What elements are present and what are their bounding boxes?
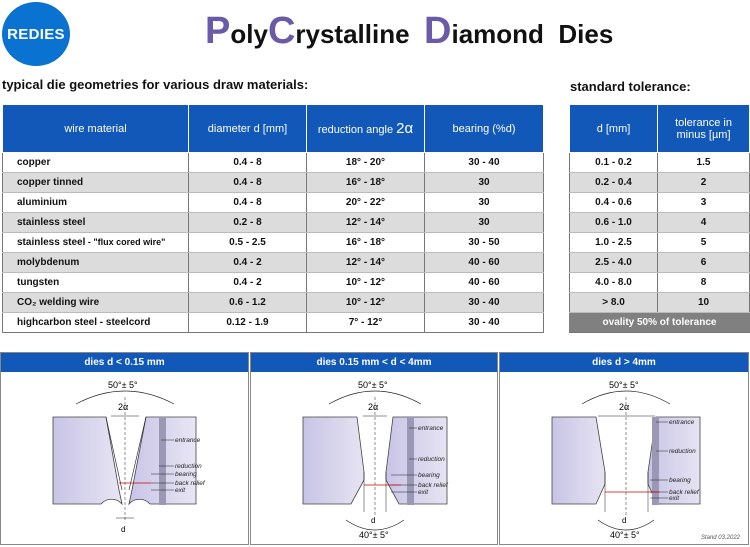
cell-diameter: 0.4 - 8 [189,173,307,193]
page-title [205,10,613,53]
bottom-angle-text: 40°± 5° [610,530,640,540]
ovality-note: ovality 50% of tolerance [570,313,750,333]
title-part-oly: oly [230,19,268,49]
panel-title: dies d < 0.15 mm [1,353,248,372]
cell-d: 4.0 - 8.0 [570,273,658,293]
material-name: copper [17,157,51,168]
cell-angle: 16° - 18° [307,233,425,253]
cell-angle: 18° - 20° [307,153,425,173]
cell-material [3,213,189,233]
top-angle-text: 50°± 5° [108,380,138,390]
top-angle-text: 50°± 5° [358,380,388,390]
material-name: aluminium [17,197,68,208]
title-part-rystalline: rystalline [295,19,410,49]
table-row [570,213,750,233]
col-tolerance-line1: tolerance in [675,116,732,129]
title-letter-c: C [267,10,296,52]
label-exit: exit [418,489,429,496]
redies-logo [2,2,70,66]
cell-material [3,173,189,193]
col-diameter: diameter d [mm] [189,105,307,153]
title-letter-p: P [205,10,231,52]
alpha-text: 2α [118,402,129,412]
cell-d: 0.1 - 0.2 [570,153,658,173]
logo-text: REDIES [7,25,65,43]
cell-angle: 12° - 14° [307,213,425,233]
cell-material [3,193,189,213]
cell-material [3,253,189,273]
cell-diameter: 0.4 - 8 [189,153,307,173]
label-exit: exit [175,487,186,494]
label-reduction: reduction [175,463,202,470]
table-row [3,313,544,333]
cell-d: 0.4 - 0.6 [570,193,658,213]
col-reduction-label: reduction angle [317,124,397,136]
label-bearing: bearing [418,472,440,479]
cell-d: 2.5 - 4.0 [570,253,658,273]
cell-tolerance: 6 [658,253,750,273]
geometry-heading: typical die geometries for various draw materials: [2,77,309,92]
cell-material [3,273,189,293]
col-tolerance-line2: minus [µm] [676,128,731,141]
col-wire-material: wire material [3,105,189,153]
title-part-dies: Dies [558,19,614,49]
cell-tolerance: 3 [658,193,750,213]
cell-diameter: 0.12 - 1.9 [189,313,307,333]
table-row [570,153,750,173]
panel-title: dies d > 4mm [500,353,748,372]
col-reduction-angle [307,105,425,153]
material-name: CO₂ welding wire [17,297,100,308]
cell-material [3,313,189,333]
col-tolerance [658,105,750,153]
d-text: d [121,525,126,534]
table-row [570,293,750,313]
d-text: d [622,516,627,525]
cell-tolerance: 4 [658,213,750,233]
col-reduction-alpha: 2α [396,120,414,137]
cell-d: 0.6 - 1.0 [570,213,658,233]
label-bearing: bearing [669,477,691,484]
die-diagram-small [1,372,248,544]
table-row [3,253,544,273]
cell-tolerance: 2 [658,173,750,193]
label-entrance: entrance [175,437,201,444]
cell-tolerance: 8 [658,273,750,293]
cell-bearing: 30 - 40 [425,153,544,173]
cell-d: 1.0 - 2.5 [570,233,658,253]
ovality-row [570,313,750,333]
cell-diameter: 0.5 - 2.5 [189,233,307,253]
cell-bearing: 30 [425,213,544,233]
table-row [3,153,544,173]
label-reduction: reduction [669,448,696,455]
die-diagram-large [500,372,748,544]
alpha-text: 2α [619,402,630,412]
label-back-relief: back relief [669,489,699,496]
table-row [3,213,544,233]
cell-diameter: 0.4 - 2 [189,253,307,273]
label-exit: exit [669,495,680,502]
cell-bearing: 30 - 40 [425,293,544,313]
cell-angle: 10° - 12° [307,273,425,293]
cell-material [3,233,189,253]
col-d: d [mm] [570,105,658,153]
cell-bearing: 30 [425,173,544,193]
cell-bearing: 30 [425,193,544,213]
panel-large-dies [499,352,749,545]
table-row [570,173,750,193]
tolerance-table [569,104,750,333]
material-name: molybdenum [17,257,80,268]
alpha-text: 2α [368,402,379,412]
table-row [570,253,750,273]
cell-tolerance: 5 [658,233,750,253]
material-note: - "flux cored wire" [85,237,166,247]
bottom-angle-text: 40°± 5° [359,530,389,540]
material-name: highcarbon steel - steelcord [17,317,151,328]
cell-material [3,153,189,173]
material-name: stainless steel [17,217,86,228]
cell-material [3,293,189,313]
label-back-relief: back relief [418,482,448,489]
table-row [3,233,544,253]
label-entrance: entrance [418,425,444,432]
cell-bearing: 40 - 60 [425,273,544,293]
panel-medium-dies [250,352,498,545]
label-entrance: entrance [669,419,695,426]
cell-d: > 8.0 [570,293,658,313]
tolerance-heading: standard tolerance: [570,79,691,94]
title-letter-d: D [424,10,452,52]
table-row [570,233,750,253]
table-row [3,293,544,313]
cell-angle: 10° - 12° [307,293,425,313]
geometry-table [2,104,544,333]
cell-bearing: 30 - 40 [425,313,544,333]
table-row [570,193,750,213]
cell-d: 0.2 - 0.4 [570,173,658,193]
material-name: tungsten [17,277,60,288]
cell-bearing: 40 - 60 [425,253,544,273]
material-name: copper tinned [17,177,84,188]
table-row [3,193,544,213]
cell-angle: 12° - 14° [307,253,425,273]
label-reduction: reduction [418,456,445,463]
cell-bearing: 30 - 50 [425,233,544,253]
die-diagram-medium [251,372,497,544]
stand-date: Stand 03.2022 [700,535,740,541]
cell-diameter: 0.4 - 8 [189,193,307,213]
cell-angle: 7° - 12° [307,313,425,333]
label-back-relief: back relief [175,480,205,487]
cell-angle: 16° - 18° [307,173,425,193]
table-row [3,173,544,193]
cell-diameter: 0.4 - 2 [189,273,307,293]
material-name: stainless steel [17,237,86,248]
table-row [3,273,544,293]
label-bearing: bearing [175,471,197,478]
cell-tolerance: 10 [658,293,750,313]
title-part-iamond: iamond [451,19,544,49]
col-bearing: bearing (%d) [425,105,544,153]
panel-small-dies [0,352,249,545]
top-angle-text: 50°± 5° [609,380,639,390]
table-row [570,273,750,293]
cell-diameter: 0.6 - 1.2 [189,293,307,313]
panel-title: dies 0.15 mm < d < 4mm [251,353,497,372]
d-text: d [371,516,376,525]
cell-diameter: 0.2 - 8 [189,213,307,233]
cell-tolerance: 1.5 [658,153,750,173]
cell-angle: 20° - 22° [307,193,425,213]
